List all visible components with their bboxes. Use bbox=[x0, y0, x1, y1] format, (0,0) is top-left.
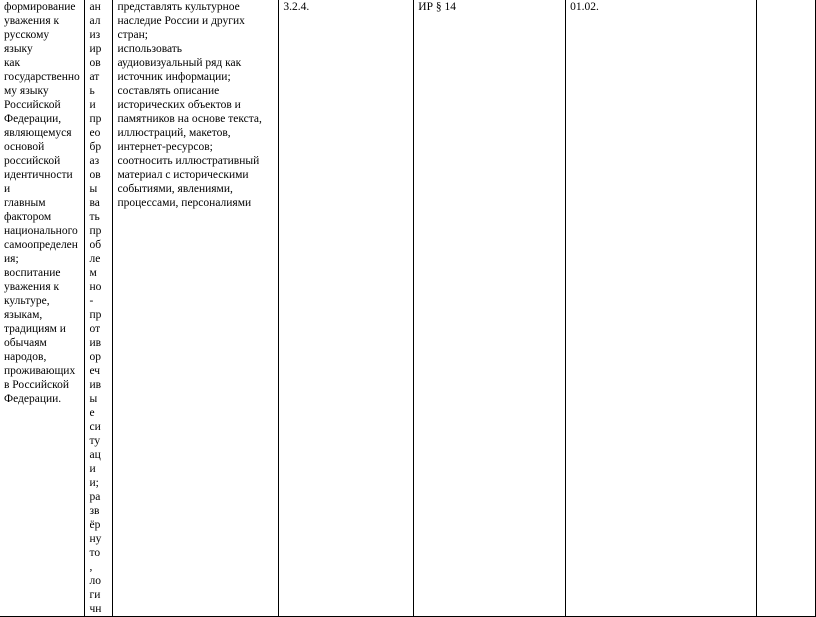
cell-text: ИР § 14 bbox=[418, 1, 456, 13]
table-cell-skills bbox=[113, 0, 279, 617]
table-cell-date bbox=[566, 0, 757, 617]
table-cell-homework bbox=[414, 0, 566, 617]
table-cell-empty bbox=[757, 0, 816, 617]
table-cell-activities bbox=[85, 0, 113, 617]
cell-text: представлять культурное наследие России и других стран; использовать аудиовизуальный ряд как источник информации; составлять описание исторических объектов и памятников на основе текста, иллюстраций, макетов, интернет-ресурсов; соотносить иллюстративный материал с историческими событиями, явлениями, процессами, персоналиями bbox=[117, 1, 262, 209]
table-cell-code bbox=[279, 0, 414, 617]
cell-text: ан ал из ир ов ат ь и пр ео бр аз ов ы ва ть пр об ле м но - пр от ив ор еч ив ы е си ту ац и и; ра зв ёр ну то , ло ги чн bbox=[89, 1, 102, 615]
cell-text: формирование уважения к русскому языку как государственно му языку Российской Федерации, являющемуся основой российской идентичности и главным фактором национального самоопределен ия; воспитание уважения к культуре, языкам, традициям и обычаям народов, проживающих в Российской Федерации. bbox=[4, 1, 80, 405]
table-cell-goals bbox=[0, 0, 85, 617]
cell-text: 01.02. bbox=[570, 1, 599, 13]
cell-text: 3.2.4. bbox=[283, 1, 310, 13]
